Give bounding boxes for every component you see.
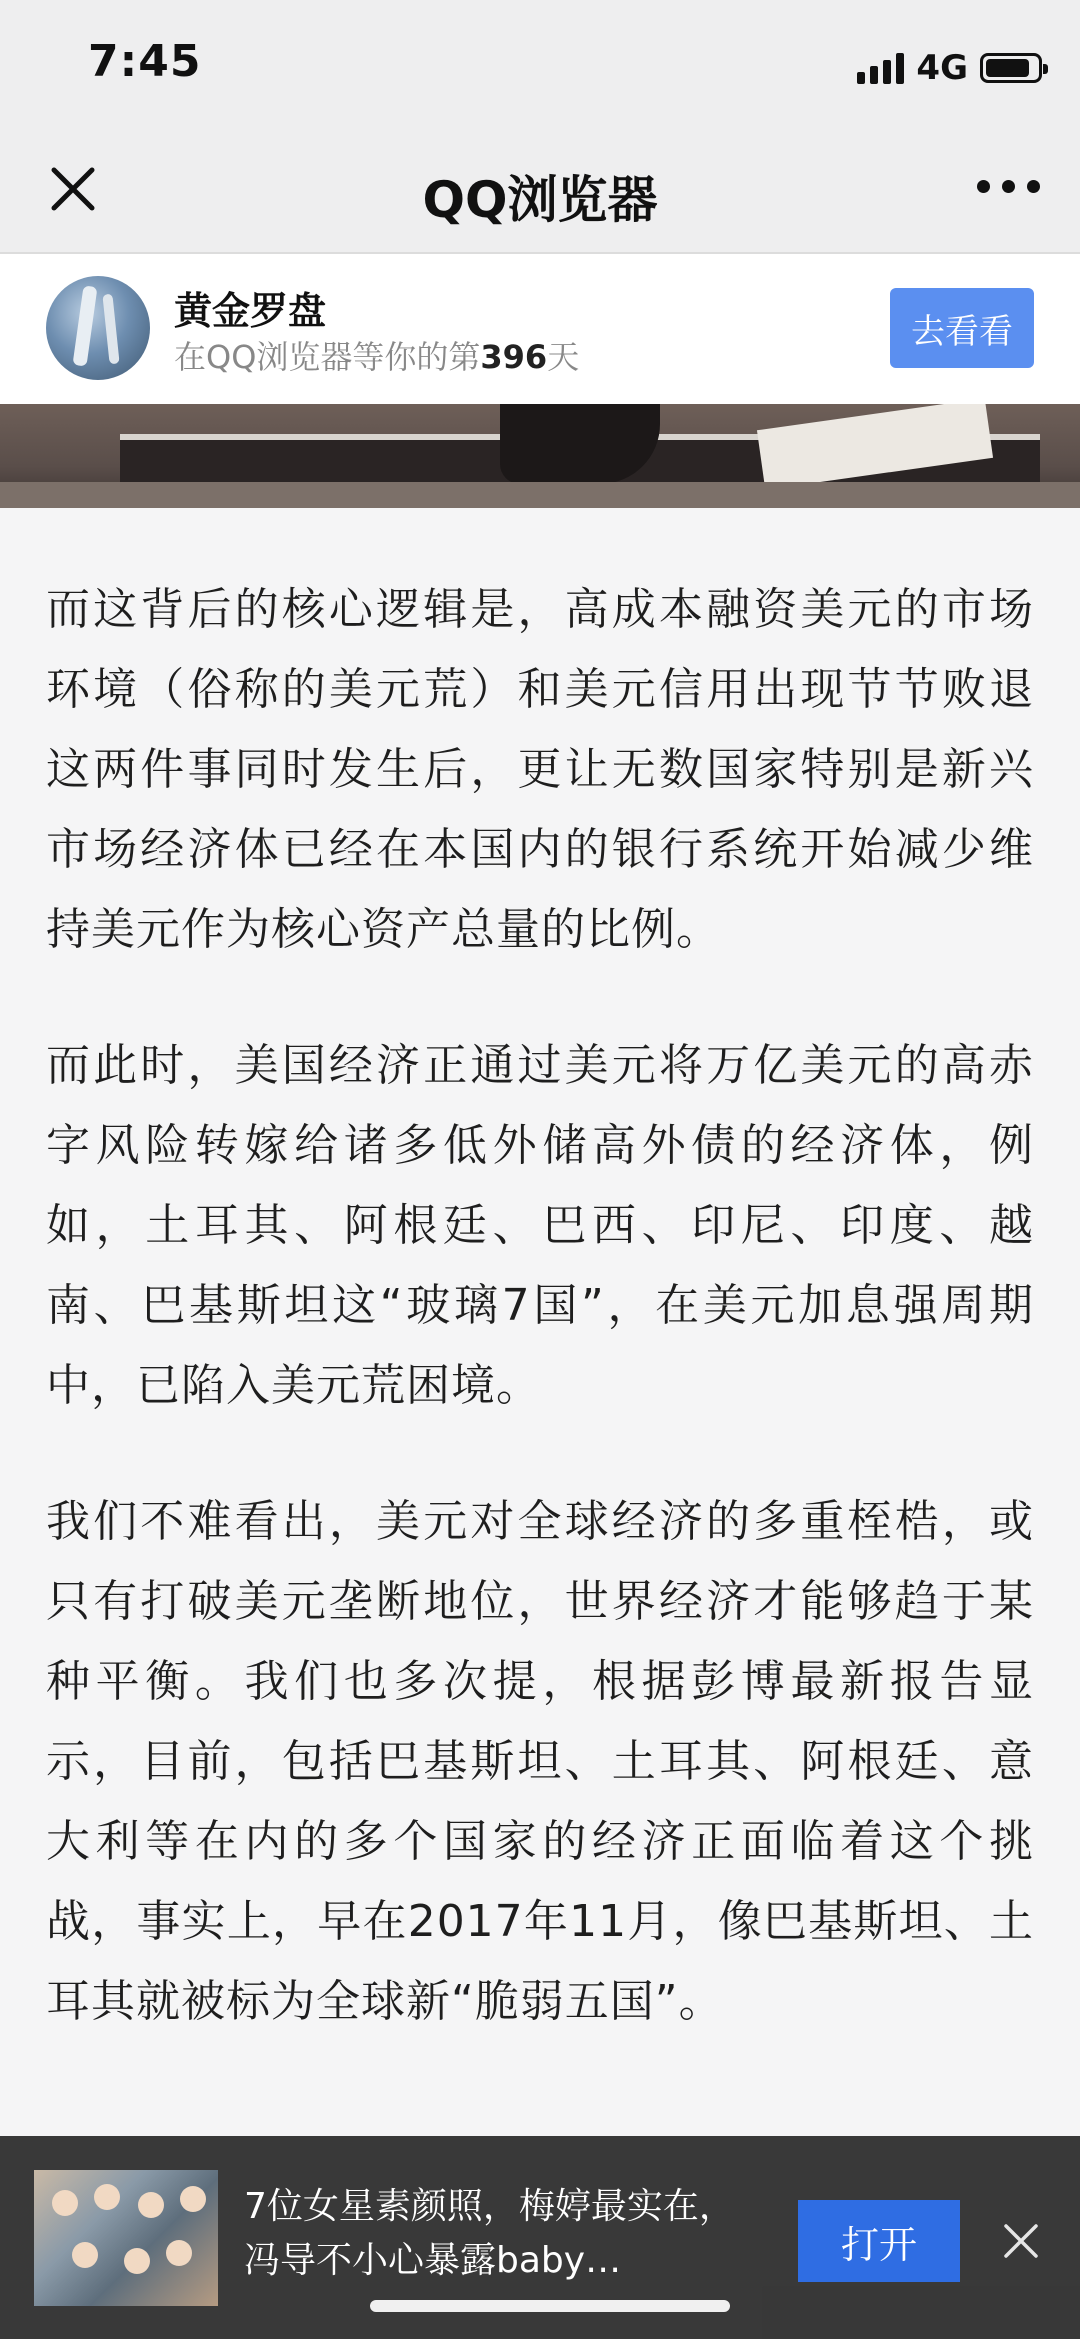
account-subtitle-suffix: 天 [547, 338, 580, 376]
article-body [46, 570, 1034, 2098]
promo-thumbnail[interactable] [34, 2170, 218, 2306]
account-subtitle-prefix: 在QQ浏览器等你的第 [174, 338, 481, 376]
battery-icon [980, 53, 1042, 83]
more-dots-icon[interactable] [977, 180, 1040, 193]
signal-icon [857, 52, 904, 84]
account-subtitle [174, 332, 579, 378]
account-banner [0, 254, 1080, 404]
status-indicators [857, 48, 1042, 88]
close-icon[interactable] [1000, 2220, 1042, 2262]
article-paragraph: 而此时，美国经济正通过美元将万亿美元的高赤字风险转嫁给诸多低外储高外债的经济体，例如，土耳其、阿根廷、巴西、印尼、印度、越南、巴基斯坦这“玻璃7国”，在美元加息强周期中，已陷入美元荒困境。 [46, 1040, 1034, 1411]
article-paragraph: 我们不难看出，美元对全球经济的多重桎梏，或只有打破美元垄断地位，世界经济才能够趋于某种平衡。我们也多次提，根据彭博最新报告显示，目前，包括巴基斯坦、土耳其、阿根廷、意大利等在内的多个国家的经济正面临着这个挑战，事实上，早在2017年11月，像巴基斯坦、土耳其就被标为全球新“脆弱五国”。 [46, 1496, 1034, 2027]
account-name: 黄金罗盘 [174, 289, 327, 333]
avatar[interactable] [46, 276, 150, 380]
days-count: 396 [480, 338, 548, 376]
open-button[interactable]: 打开 [798, 2200, 960, 2282]
battery-level [986, 59, 1029, 77]
go-see-button[interactable]: 去看看 [890, 288, 1034, 368]
status-bar [0, 0, 1080, 130]
home-indicator[interactable] [370, 2300, 730, 2312]
promo-text[interactable]: 7位女星素颜照，梅婷最实在，冯导不小心暴露baby… [244, 2186, 735, 2281]
browser-title: QQ浏览器 [422, 171, 658, 229]
browser-nav-bar [0, 130, 1080, 254]
network-label: 4G [916, 48, 968, 88]
status-time: 7:45 [88, 36, 202, 87]
article-image [0, 404, 1080, 508]
article-paragraph: 而这背后的核心逻辑是，高成本融资美元的市场环境（俗称的美元荒）和美元信用出现节节败退这两件事同时发生后，更让无数国家特别是新兴市场经济体已经在本国内的银行系统开始减少维持美元作为核心资产总量的比例。 [46, 584, 1034, 955]
